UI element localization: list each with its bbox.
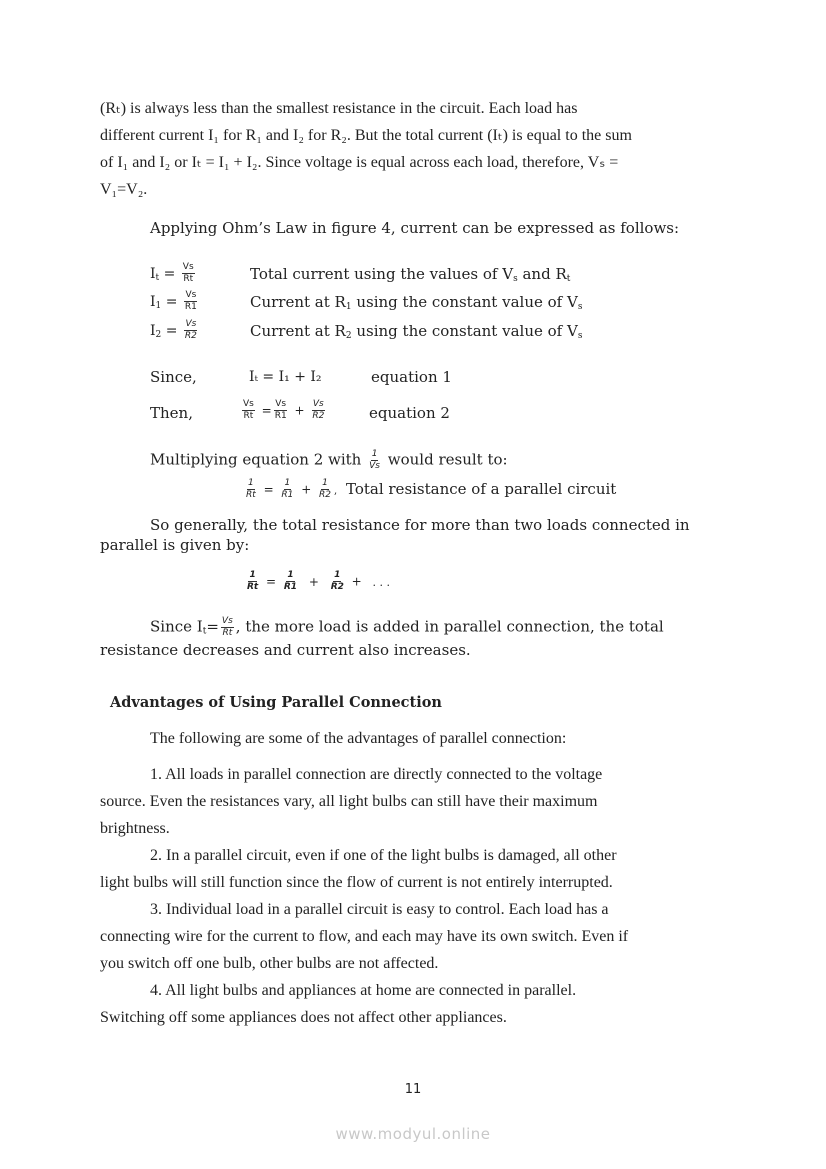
fraction-vs-rt [221, 616, 234, 639]
fraction-numerator: Vs [275, 399, 287, 409]
desc-text: using the constant value of V [351, 322, 578, 340]
equation-2-label: Then, [150, 404, 193, 422]
fraction-denominator: R1 [281, 490, 294, 500]
fraction-numerator: 1 [371, 449, 378, 459]
general-resistance-formula: $\frac{1}{Rt}$ = $\frac{1}{R1}$ + $\frac{1}{R2}$ + . . . [247, 570, 390, 592]
equation-2-expression: $\frac{Vs}{Rt}$ = $\frac{Vs}{R1}$ + $\frac{Vs}{R2}$ [243, 399, 325, 421]
intro-line-2: different current I₁ for R₁ and I₂ for R₂. But the total current (Iₜ) is equal to the sum [100, 127, 632, 144]
section-heading: Advantages of Using Parallel Connection [110, 694, 442, 711]
fraction-denominator: Vs [369, 461, 380, 471]
advantage-3-line-2: connecting wire for the current to flow, and each may have its own switch. Even if [100, 928, 629, 945]
advantage-4-line-1: 4. All light bulbs and appliances at home are connected in parallel. [150, 982, 577, 999]
conclusion-text: , the more load is added in parallel connection, the total [235, 617, 664, 636]
intro-line-4: V₁=V₂. [100, 181, 148, 198]
desc-text: Total current using the values of V [250, 265, 514, 283]
watermark: www.modyul.online [335, 1125, 491, 1143]
fraction-denominator: Rt [246, 490, 256, 500]
formula-current-r2-desc [250, 321, 582, 341]
page-number: 11 [404, 1082, 422, 1097]
formula-current-r2: $I_2$ = $\frac{Vs}{R2}$ [150, 319, 197, 341]
desc-text: Current at R [250, 293, 346, 311]
desc-sub: 1 [345, 302, 352, 312]
ellipsis: . . . [372, 575, 390, 589]
fraction-vs-rt [242, 399, 255, 422]
desc-sub: t [566, 274, 571, 284]
formula-total-current: $I_t$ = $\frac{Vs}{Rt}$ [150, 262, 194, 284]
advantage-2-line-2: light bulbs will still function since the flow of current is not entirely interrupted. [100, 874, 613, 891]
formula-current-r1-desc [250, 292, 582, 312]
formula-lhs-sub: 1 [155, 300, 162, 311]
advantage-1-line-1: 1. All loads in parallel connection are directly connected to the voltage [150, 766, 603, 783]
fraction-1-r1 [280, 478, 294, 501]
result-description: Total resistance of a parallel circuit [345, 479, 617, 498]
fraction-denominator: R2 [184, 331, 197, 341]
fraction-numerator: Vs [221, 616, 233, 626]
multiply-text: Multiplying equation 2 with [150, 450, 362, 469]
conclusion-line-1 [150, 616, 664, 642]
intro-line-1: (Rₜ) is always less than the smallest resistance in the circuit. Each load has [100, 100, 578, 117]
general-line-1: So generally, the total resistance for more than two loads connected in [150, 516, 690, 534]
fraction-vs-r2 [184, 319, 198, 342]
formula-lhs: I [150, 265, 156, 282]
advantage-1-line-2: source. Even the resistances vary, all light bulbs can still have their maximum [100, 793, 598, 810]
equation-1-label: Since, [150, 368, 197, 386]
fraction-numerator: Vs [185, 319, 197, 329]
equation-2-name: equation 2 [369, 404, 450, 422]
formula-lhs: I [150, 322, 156, 339]
multiply-text: would result to: [387, 450, 508, 469]
desc-sub: s [513, 274, 518, 284]
ohms-law-intro: Applying Ohm’s Law in figure 4, current can be expressed as follows: [150, 219, 680, 237]
conclusion-equals: = [206, 617, 219, 636]
fraction-numerator: 1 [248, 478, 254, 488]
multiply-sentence [150, 449, 508, 475]
fraction-1-rt [245, 478, 257, 501]
desc-sub: 2 [345, 331, 352, 341]
fraction-denominator: R1 [283, 582, 298, 592]
general-line-2: parallel is given by: [100, 536, 250, 554]
formula-current-r1: $I_1$ = $\frac{Vs}{R1}$ [150, 290, 197, 312]
advantage-3-line-1: 3. Individual load in a parallel circuit is easy to control. Each load has a [150, 901, 609, 918]
equation-1-name: equation 1 [371, 368, 452, 386]
fraction-numerator: Vs [182, 262, 194, 272]
fraction-numerator: 1 [249, 570, 256, 580]
desc-text: using the constant value of V [351, 293, 578, 311]
advantage-3-line-3: you switch off one bulb, other bulbs are not affected. [100, 955, 439, 972]
fraction-denominator: R1 [184, 302, 197, 312]
fraction-denominator: Rt [247, 582, 259, 592]
formula-lhs: I [150, 293, 156, 310]
fraction-1-rt [246, 570, 259, 593]
fraction-vs-rt [182, 262, 195, 285]
fraction-numerator: 1 [287, 570, 294, 580]
fraction-denominator: Rt [243, 411, 254, 421]
fraction-numerator: Vs [185, 290, 197, 300]
advantages-intro: The following are some of the advantages of parallel connection: [150, 730, 567, 747]
conclusion-line-2: resistance decreases and current also increases. [100, 641, 471, 659]
fraction-denominator: R2 [330, 582, 344, 592]
intro-line-3: of I₁ and I₂ or Iₜ = I₁ + I₂. Since voltage is equal across each load, therefore, Vₛ = [100, 154, 619, 171]
fraction-denominator: R2 [319, 490, 332, 500]
formula-lhs-sub: 2 [155, 329, 162, 340]
fraction-denominator: R2 [312, 411, 325, 421]
fraction-numerator: 1 [284, 478, 291, 488]
fraction-1-r2 [330, 570, 345, 593]
fraction-numerator: 1 [322, 478, 328, 488]
fraction-1-r2 [318, 478, 332, 501]
desc-sub: s [577, 302, 583, 312]
fraction-vs-r1 [274, 399, 288, 422]
parallel-resistance-formula: $\frac{1}{Rt}$ = $\frac{1}{R1}$ + $\frac{1}{R2}$ , Total resistance of a parallel circuit [246, 478, 617, 500]
fraction-vs-r2 [311, 399, 325, 422]
conclusion-text: Since I [150, 617, 203, 636]
advantage-4-line-2: Switching off some appliances does not affect other appliances. [100, 1009, 507, 1026]
advantage-1-line-3: brightness. [100, 820, 170, 837]
fraction-denominator: Rt [183, 274, 194, 284]
formula-total-current-desc [250, 264, 570, 284]
desc-text: Current at R [250, 322, 346, 340]
fraction-vs-r1 [184, 290, 198, 313]
advantage-2-line-1: 2. In a parallel circuit, even if one of the light bulbs is damaged, all other [150, 847, 617, 864]
fraction-1-r1 [283, 570, 298, 593]
fraction-numerator: Vs [243, 399, 254, 409]
conclusion-sub: t [202, 626, 207, 637]
desc-text: and R [517, 265, 567, 283]
fraction-denominator: Rt [222, 628, 233, 638]
fraction-numerator: 1 [334, 570, 341, 580]
formula-lhs-sub: t [155, 272, 160, 283]
fraction-numerator: Vs [312, 399, 324, 409]
fraction-denominator: R1 [274, 411, 287, 421]
desc-sub: s [577, 331, 583, 341]
equation-1-expression: Iₜ = I₁ + I₂ [249, 369, 322, 385]
fraction-1-vs [368, 449, 381, 472]
